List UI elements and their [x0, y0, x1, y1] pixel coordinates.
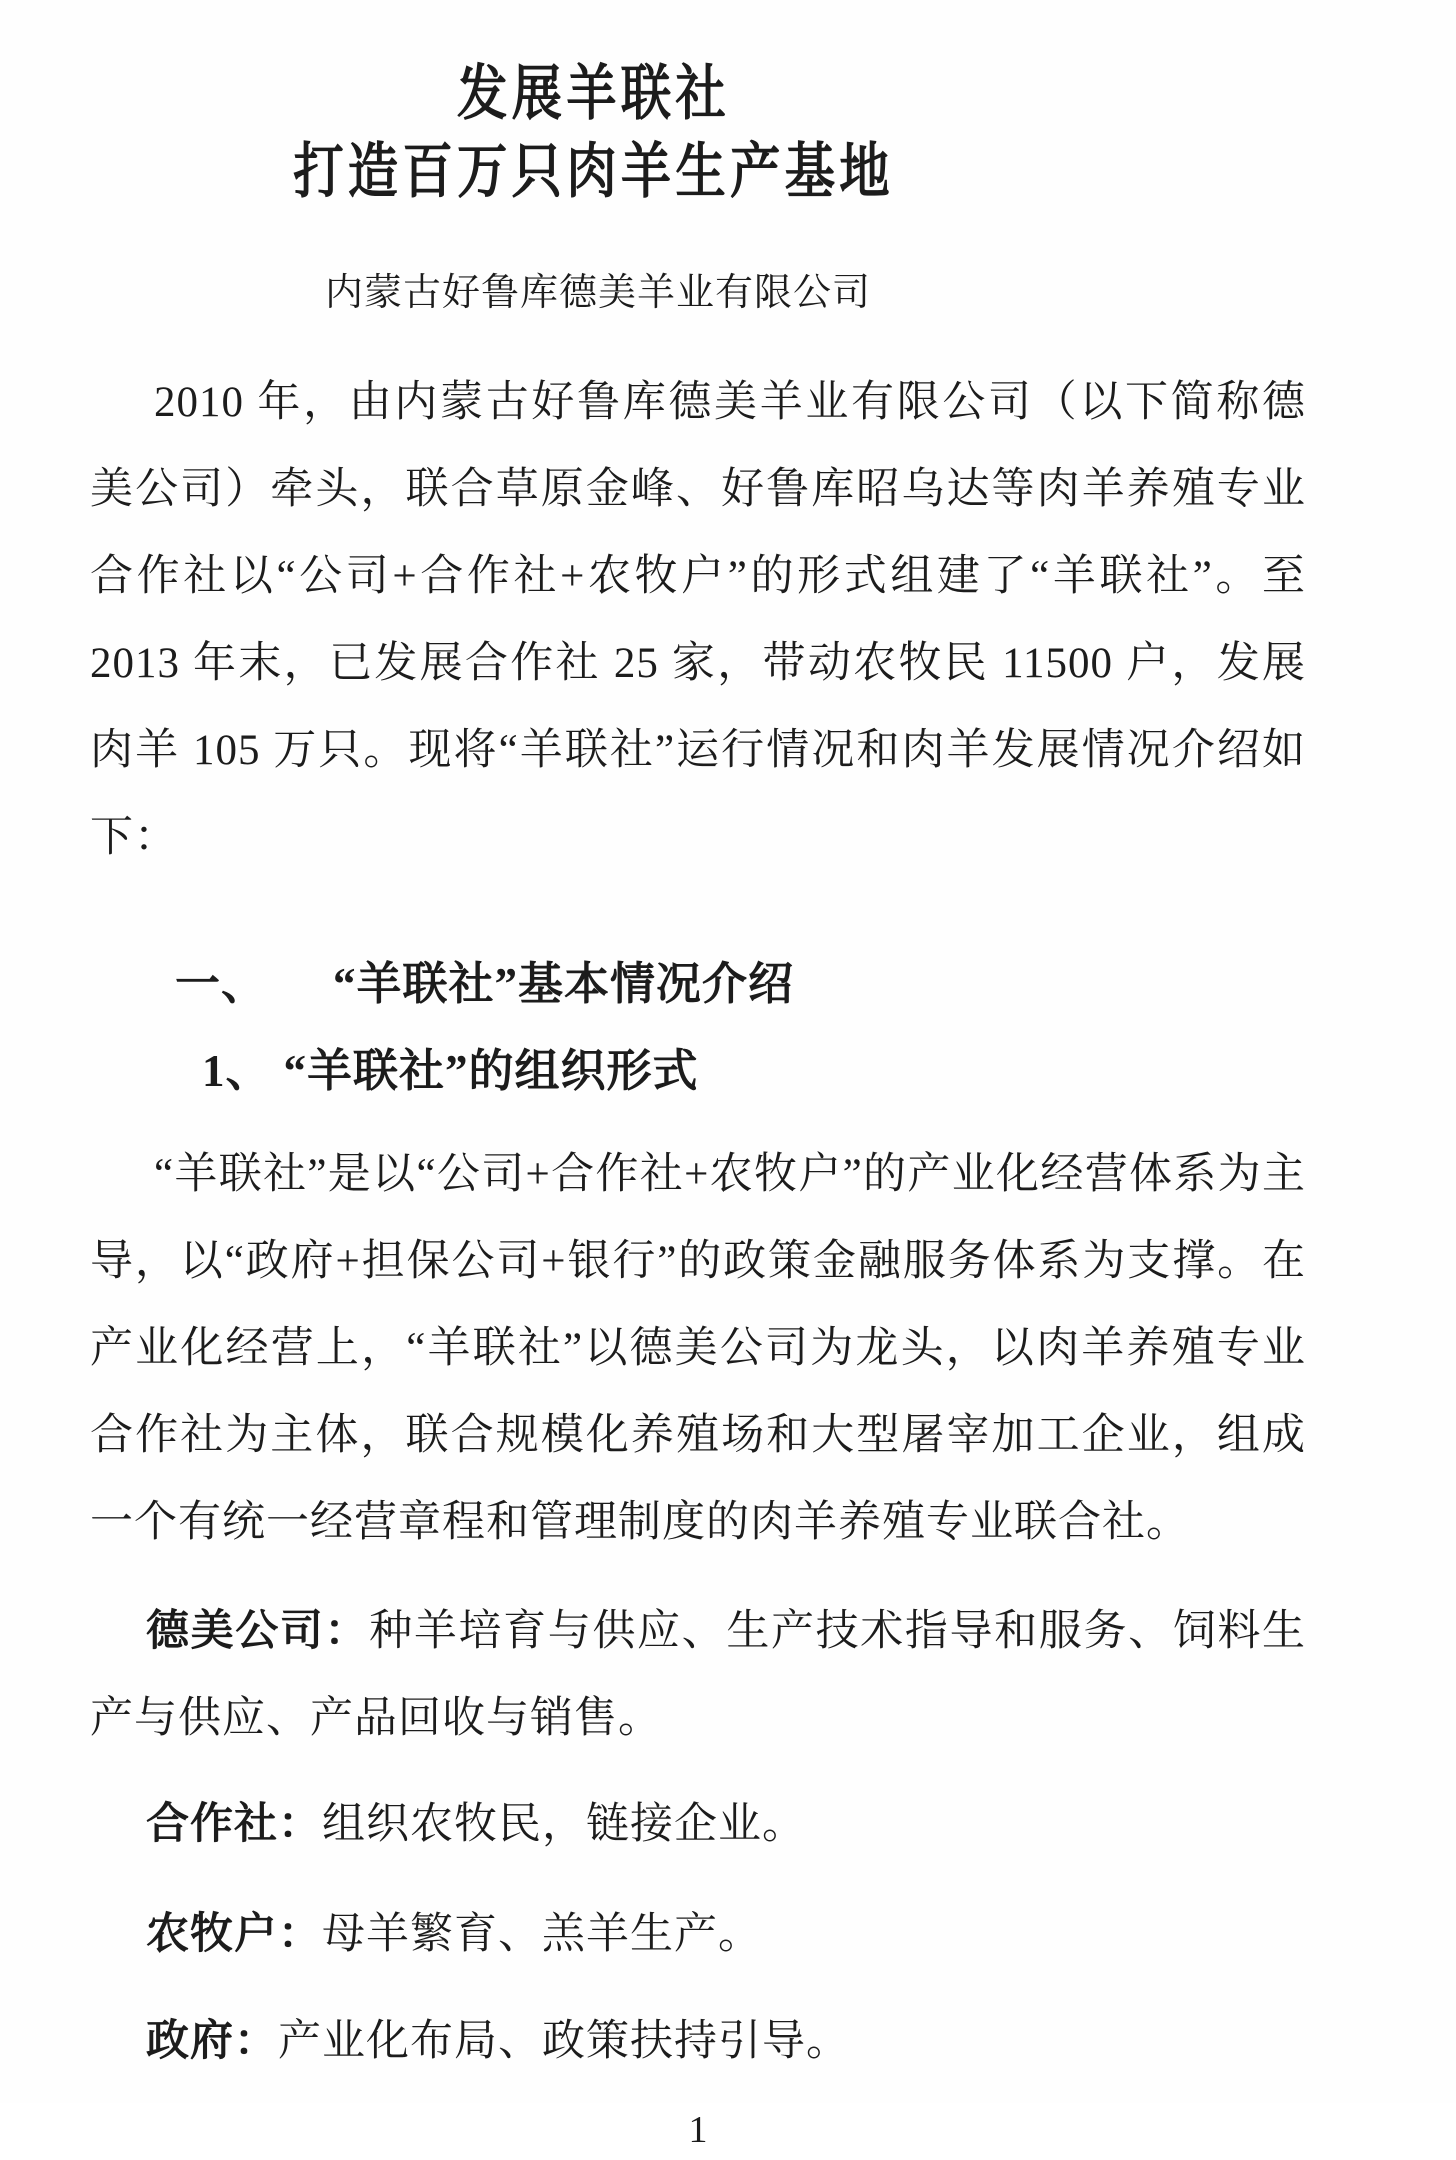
page-number: 1: [688, 2109, 708, 2151]
document-title-line-2: [90, 133, 1306, 211]
role-text-hezuoshe: 组织农牧民，链接企业。: [322, 1801, 806, 1848]
document-title-text-1: 发展羊联社: [456, 61, 730, 127]
role-text-nongmuhu: 母羊繁育、羔羊生产。: [322, 1911, 762, 1958]
role-text-zhengfu: 产业化布局、政策扶持引导。: [278, 2018, 850, 2065]
section-1-1-heading: [90, 1028, 1306, 1115]
section-1-number: 一、: [175, 959, 268, 1009]
role-text-demei: 种羊培育与供应、生产技术指导和服务、饲料生产与供应、产品回收与销售。: [90, 1608, 1307, 1742]
intro-paragraph: 2010 年，由内蒙古好鲁库德美羊业有限公司（以下简称德美公司）牵头，联合草原金峰、好鲁库昭乌达等肉羊养殖专业合作社以“公司+合作社+农牧户”的形式组建了“羊联社”。至 2013 年末，已发展合作社 25 家，带动农牧民 11500 户，发展肉羊 105 万只。现将“羊联社”运行情况和肉羊发展情况介绍如下：: [90, 379, 1306, 861]
section-1-title: “羊联社”基本情况介绍: [333, 959, 795, 1009]
role-paragraph-demei: [90, 1588, 1306, 1762]
section-1-1-number: 1、: [202, 1046, 272, 1096]
role-label-hezuoshe: 合作社：: [146, 1801, 322, 1848]
document-title-line-1: [90, 55, 1306, 133]
role-paragraph-hezuoshe: [90, 1781, 1306, 1868]
role-paragraph-zhengfu: [90, 1998, 1306, 2085]
role-label-demei: 德美公司：: [146, 1608, 370, 1655]
section-1-heading: [90, 941, 1306, 1028]
company-byline: [90, 269, 1306, 317]
role-paragraph-nongmuhu: [90, 1891, 1306, 1978]
role-label-zhengfu: 政府：: [146, 2018, 278, 2065]
document-title-text-2: 打造百万只肉羊生产基地: [292, 139, 894, 205]
role-label-nongmuhu: 农牧户：: [146, 1911, 322, 1958]
company-byline-text: 内蒙古好鲁库德美羊业有限公司: [324, 272, 871, 314]
section-1-1-title: “羊联社”的组织形式: [283, 1046, 699, 1096]
organization-paragraph: “羊联社”是以“公司+合作社+农牧户”的产业化经营体系为主导，以“政府+担保公司+银行”的政策金融服务体系为支撑。在产业化经营上，“羊联社”以德美公司为龙头，以肉羊养殖专业合作社为主体，联合规模化养殖场和大型屠宰加工企业，组成一个有统一经营章程和管理制度的肉羊养殖专业联合社。: [90, 1151, 1306, 1546]
document-content: [90, 0, 1306, 2160]
